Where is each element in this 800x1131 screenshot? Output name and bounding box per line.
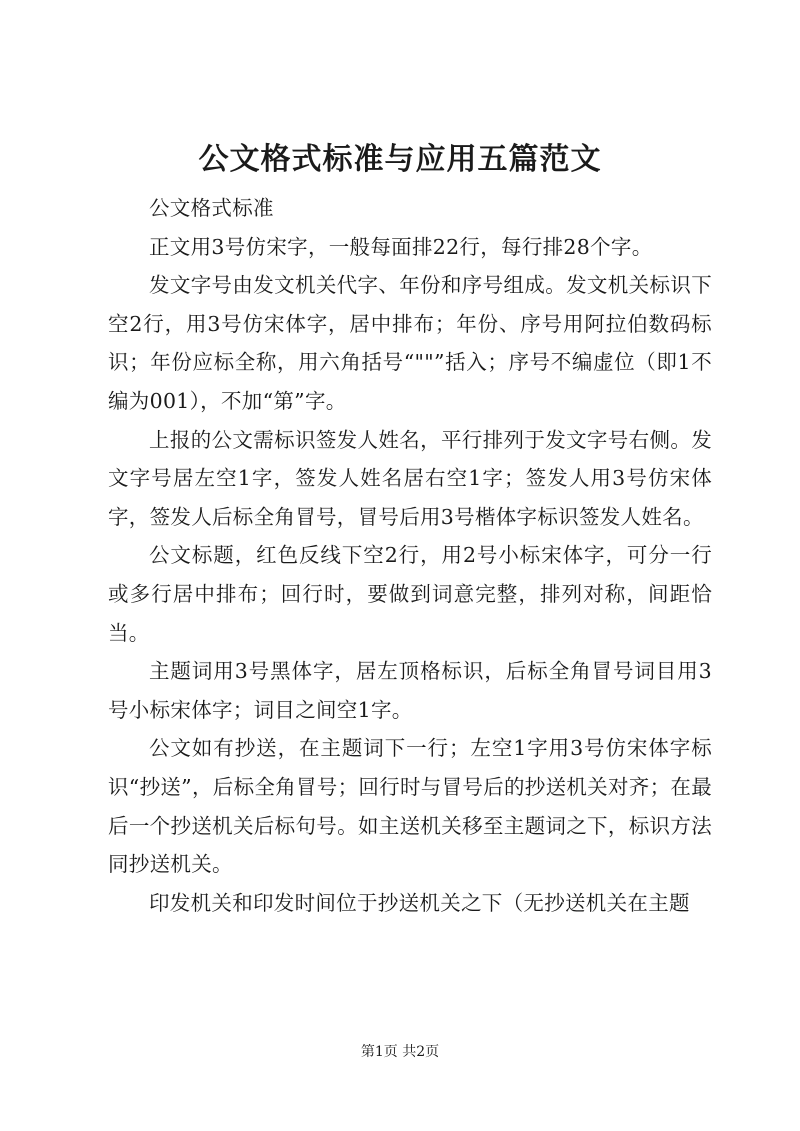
paragraph-body-text: 正文用3号仿宋字，一般每面排22行，每行排28个字。 <box>149 234 653 259</box>
paragraph-title-format: 公文标题，红色反线下空2行，用2号小标宋体字，可分一行或多行居中排布；回行时，要做到词意完整，排列对称，间距恰当。 <box>108 543 712 645</box>
document-body <box>108 189 712 922</box>
paragraph-issuing: 印发机关和印发时间位于抄送机关之下（无抄送机关在主题 <box>149 890 690 915</box>
page-number: 第1页 共2页 <box>360 1044 440 1060</box>
document-title: 公文格式标准与应用五篇范文 <box>198 142 602 177</box>
paragraph-subtitle: 公文格式标准 <box>149 196 274 220</box>
paragraph-signer: 上报的公文需标识签发人姓名，平行排列于发文字号右侧。发文字号居左空1字，签发人姓名居右空1字；签发人用3号仿宋体字，签发人后标全角冒号，冒号后用3号楷体字标识签发人姓名。 <box>108 427 712 529</box>
paragraph-subject-words: 主题词用3号黑体字，居左顶格标识，后标全角冒号词目用3号小标宋体字；词目之间空1字。 <box>108 659 712 722</box>
paragraph-cc: 公文如有抄送，在主题词下一行；左空1字用3号仿宋体字标识“抄送”，后标全角冒号；回行时与冒号后的抄送机关对齐；在最后一个抄送机关后标句号。如主送机关移至主题词之下，标识方法同抄送机关。 <box>108 736 712 877</box>
paragraph-document-number: 发文字号由发文机关代字、年份和序号组成。发文机关标识下空2行，用3号仿宋体字，居中排布；年份、序号用阿拉伯数码标识；年份应标全称，用六角括号“""”括入；序号不编虚位（即1不编为001），不加“第”字。 <box>108 273 712 413</box>
